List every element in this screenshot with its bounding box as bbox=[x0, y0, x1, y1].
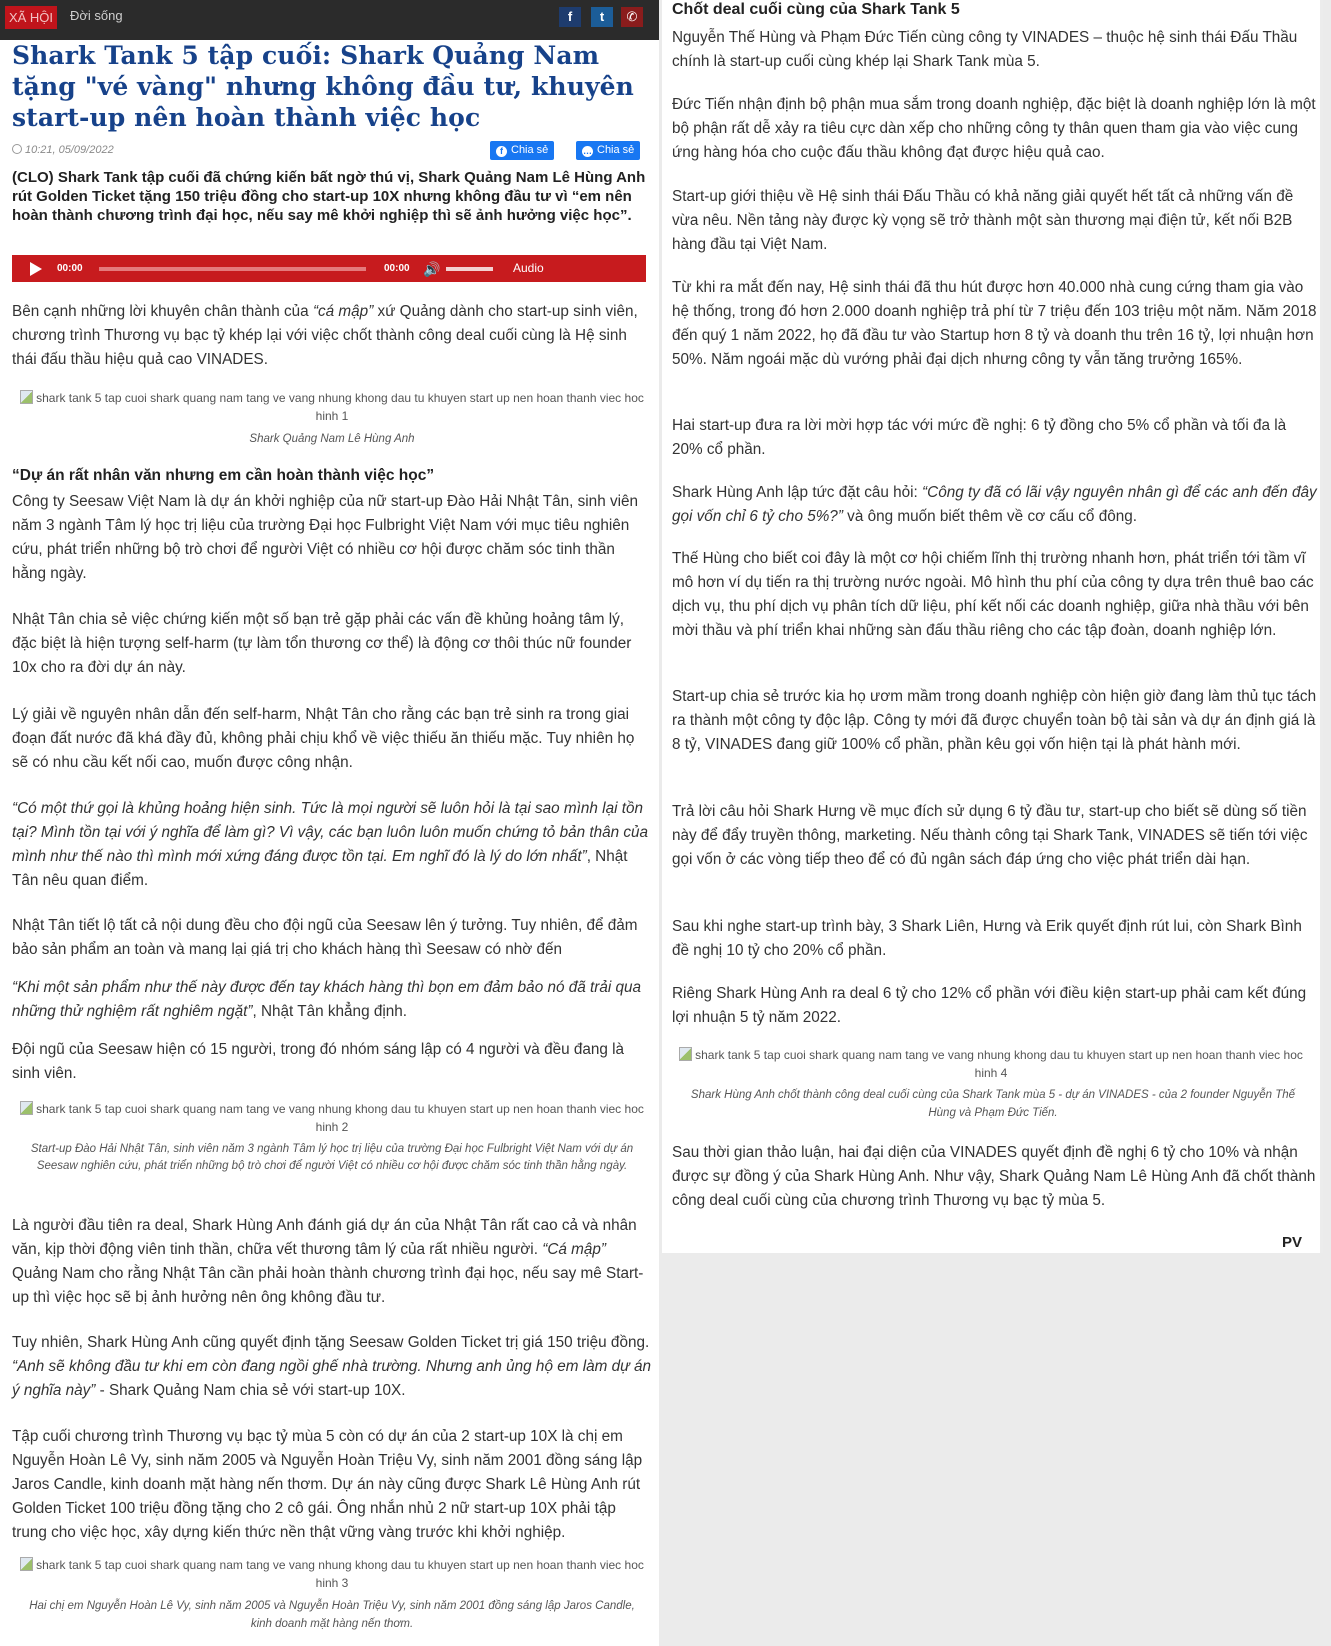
text: , Nhật Tân khẳng định. bbox=[252, 1003, 407, 1020]
chat-icon: … bbox=[583, 146, 592, 156]
image-caption-4: Shark Hùng Anh chốt thành công deal cuối cùng của Shark Tank mùa 5 - dự án VINADES - của 2 founder Nguyễn Thế Hùng và Phạm Đức Tiến. bbox=[690, 1089, 1296, 1119]
quote-text: “Khi một sản phẩm như thế này được đến tay khách hàng thì bọn em đảm bảo nó đã trải qua những thử nghiệm rất nghiêm ngặt” bbox=[12, 979, 642, 1020]
clock-icon bbox=[12, 144, 22, 154]
paragraph-r4: Từ khi ra mắt đến nay, Hệ sinh thái đã thu hút được hơn 40.000 nhà cung cứng tham gia vào hệ thống, trong đó hơn 2.000 doanh nghiệp trả phí từ 7 triệu đến 103 triệu một năm. Năm 2018 đến quý 1 năm 2022, họ đã đầu tư vào Startup hơn 8 tỷ và doanh thu trên 16 tỷ, lợi nhuận hơn 50%. Năm ngoái mặc dù vướng phải đại dịch nhưng công ty vẫn tăng trưởng 165%. bbox=[672, 279, 1317, 368]
image-alt-text: shark tank 5 tap cuoi shark quang nam tang ve vang nhung khong dau tu khuyen start up nen hoan thanh viec hoc hinh 3 bbox=[36, 1558, 644, 1590]
text: Là người đầu tiên ra deal, Shark Hùng Anh đánh giá dự án của Nhật Tân rất cao cả và nhân văn, kịp thời động viên tinh thần, chữa vết thương tâm lý của rất nhiều người. bbox=[12, 1217, 637, 1258]
quote-text: “Có một thứ gọi là khủng hoảng hiện sinh. Tức là mọi người sẽ luôn hỏi là tại sao mình lại tồn tại? Mình tồn tại với ý nghĩa để làm gì? Vì vậy, các bạn luôn luôn muốn chứng tỏ bản thân của mình như thế nào thì mình mới xứng đáng được tồn tại. Em nghĩ đó là lý do lớn nhất” bbox=[12, 800, 649, 865]
facebook-icon: f bbox=[496, 146, 507, 157]
article-image-1 bbox=[12, 389, 652, 425]
image-alt-text: shark tank 5 tap cuoi shark quang nam tang ve vang nhung khong dau tu khuyen start up nen hoan thanh viec hoc hinh 1 bbox=[36, 391, 644, 423]
text: và ông muốn biết thêm về cơ cấu cổ đông. bbox=[842, 508, 1137, 525]
paragraph-5 bbox=[12, 797, 652, 893]
paragraph-4: Lý giải về nguyên nhân dẫn đến self-harm, Nhật Tân cho rằng các bạn trẻ sinh ra trong giai đoạn đất nước đã khá đầy đủ, không phải chịu khổ về việc thiếu ăn thiếu mặc. Tuy nhiên họ sẽ có nhu cầu kết nối cao, muốn được công nhận. bbox=[12, 706, 635, 771]
article-column-right bbox=[662, 0, 1323, 1253]
paragraph-r9: Trả lời câu hỏi Shark Hưng về mục đích sử dụng 6 tỷ đầu tư, start-up cho biết sẽ dùng số tiền này để đẩy truyền thông, marketing. Nếu thành công tại Shark Tank, VINADES sẽ tiến tới việc gọi vốn ở các vòng tiếp theo để có đủ ngân sách đáp ứng cho việc phát triển dài hạn. bbox=[672, 803, 1308, 868]
category-link[interactable]: XÃ HỘI bbox=[5, 6, 57, 29]
datetime-text: 10:21, 05/09/2022 bbox=[25, 144, 114, 156]
paragraph-r7: Thế Hùng cho biết coi đây là một cơ hội chiếm lĩnh thị trường nhanh hơn, phát triển tới tầm vĩ mô hơn ví dụ tiến ra thị trường nước ngoài. Mô hình thu phí của công ty dựa trên thuê bao các dịch vụ, thu phí dịch vụ phân tích dữ liệu, phí kết nối các doanh nghiệp, giữa nhà thầu với bên mời thầu và phí triển khai những sàn đấu thầu riêng cho các tập đoàn, doanh nghiệp lớn. bbox=[672, 550, 1314, 639]
facebook-icon[interactable]: f bbox=[559, 7, 581, 27]
image-caption-1: Shark Quảng Nam Lê Hùng Anh bbox=[249, 433, 415, 445]
text: Shark Hùng Anh lập tức đặt câu hỏi: bbox=[672, 484, 923, 501]
image-alt-text: shark tank 5 tap cuoi shark quang nam tang ve vang nhung khong dau tu khuyen start up nen hoan thanh viec hoc hinh 2 bbox=[36, 1102, 644, 1134]
text: xứ Quảng dành cho start-up sinh viên, chương trình Thương vụ bạc tỷ khép lại với việc chốt thành công deal cuối cùng là Hệ sinh thái đấu thầu hiệu quả cao VINADES. bbox=[12, 303, 638, 368]
paragraph-7 bbox=[12, 976, 652, 1024]
paragraph-r10: Sau khi nghe start-up trình bày, 3 Shark Liên, Hưng và Erik quyết định rút lui, còn Shark Bình đề nghị 10 tỷ cho 20% cổ phần. bbox=[672, 918, 1302, 959]
paragraph-11: Tập cuối chương trình Thương vụ bạc tỷ mùa 5 còn có dự án của 2 start-up 10X là chị em Nguyễn Hoàn Lê Vy, sinh năm 2005 và Nguyễn Hoàn Triệu Vy, sinh năm 2001 đồng sáng lập Jaros Candle, kinh doanh mặt hàng nến thơm. Dự án này cũng được Shark Lê Hùng Anh rút Golden Ticket 100 triệu đồng tặng cho 2 cô gái. Ông nhắn nhủ 2 nữ start-up 10X phải tập trung cho việc học, xây dựng kiến thức nền thật vững vàng trước khi khởi nghiệp. bbox=[12, 1428, 643, 1541]
paragraph-r5: Hai start-up đưa ra lời mời hợp tác với mức đề nghị: 6 tỷ đồng cho 5% cổ phần và tối đa là 20% cổ phần. bbox=[672, 417, 1287, 458]
paragraph-9 bbox=[12, 1214, 652, 1310]
text: “Cá mập” bbox=[542, 1241, 606, 1258]
section-heading-2: Chốt deal cuối cùng của Shark Tank 5 bbox=[672, 1, 960, 18]
play-icon[interactable] bbox=[30, 262, 42, 276]
paragraph-r3: Start-up giới thiệu về Hệ sinh thái Đấu Thầu có khả năng giải quyết hết tất cả những vấn đề vừa nêu. Nền tảng này được kỳ vọng sẽ trở thành một sàn thương mại điện tử, kết nối B2B hàng đầu tại Việt Nam. bbox=[672, 188, 1294, 253]
paragraph-r8: Start-up chia sẻ trước kia họ ươm mầm trong doanh nghiệp còn hiện giờ đang làm thủ tục tách ra thành một công ty độc lập. Công ty mới đã được chuyển toàn bộ tài sản và dự án định giá là 8 tỷ, VINADES đang giữ 100% cổ phần, phần kêu gọi vốn hiện tại là phát hành mới. bbox=[672, 688, 1317, 753]
audio-current-time: 00:00 bbox=[57, 263, 83, 274]
article-image-2 bbox=[12, 1100, 652, 1136]
paragraph-10 bbox=[12, 1331, 652, 1403]
paragraph-r12: Sau thời gian thảo luận, hai đại diện của VINADES quyết định đề nghị 6 tỷ cho 10% và nhận được sự đồng ý của Shark Hùng Anh. Như vậy, Shark Quảng Nam Lê Hùng Anh đã chốt thành công deal cuối cùng của chương trình Thương vụ bạc tỷ mùa 5. bbox=[672, 1144, 1316, 1209]
image-caption-2: Start-up Đào Hải Nhật Tân, sinh viên năm 3 ngành Tâm lý học trị liệu của trường Đại học Fulbright Việt Nam với dự án Seesaw nghiên cứu, phát triển những bộ trò chơi để người Việt có nhiều cơ hội được chăm sóc tinh thần hằng ngày. bbox=[30, 1143, 634, 1172]
text: , Nhật Tân nêu quan điểm. bbox=[12, 848, 628, 889]
text: “cá mập” bbox=[312, 303, 374, 320]
paragraph-r11: Riêng Shark Hùng Anh ra deal 6 tỷ cho 12% cổ phần với điều kiện start-up phải cam kết đúng lợi nhuận 5 tỷ năm 2022. bbox=[672, 985, 1307, 1026]
author-byline: PV bbox=[1281, 1234, 1302, 1251]
article-datetime bbox=[12, 144, 114, 156]
section-heading-1: “Dự án rất nhân văn nhưng em cần hoàn thành việc học” bbox=[12, 467, 435, 484]
text: Bên cạnh những lời khuyên chân thành của bbox=[12, 303, 313, 320]
article-title: Shark Tank 5 tập cuối: Shark Quảng Nam tặng "vé vàng" nhưng không đầu tư, khuyên start-up nên hoàn thành việc học bbox=[12, 41, 634, 132]
broken-image-icon bbox=[20, 390, 33, 404]
top-bar bbox=[0, 0, 659, 40]
article-sapo: (CLO) Shark Tank tập cuối đã chứng kiến bất ngờ thú vị, Shark Quảng Nam Lê Hùng Anh rút Golden Ticket tặng 150 triệu đồng cho start-up 10X nhưng không đầu tư vì “em nên hoàn thành chương trình đại học, nếu say mê khởi nghiệp thì sẽ ảnh hưởng việc học”. bbox=[12, 169, 646, 224]
paragraph-2: Công ty Seesaw Việt Nam là dự án khởi nghiệp của nữ start-up Đào Hải Nhật Tân, sinh viên năm 3 ngành Tâm lý học trị liệu của trường Đại học Fulbright Việt Nam với mục tiêu nghiên cứu, phát triển những bộ trò chơi để người Việt có nhiều cơ hội được chăm sóc tinh thần hằng ngày. bbox=[12, 493, 639, 582]
text: Quảng Nam cho rằng Nhật Tân cần phải hoàn thành chương trình đại học, nếu say mê Start-up thì việc học sẽ bị ảnh hưởng nên ông không đầu tư. bbox=[12, 1265, 644, 1306]
broken-image-icon bbox=[679, 1047, 692, 1061]
paragraph-r6 bbox=[672, 481, 1318, 529]
phone-icon[interactable]: ✆ bbox=[621, 7, 643, 27]
audio-duration: 00:00 bbox=[384, 263, 410, 274]
zalo-share-button[interactable] bbox=[576, 141, 640, 160]
paragraph-1 bbox=[12, 300, 652, 372]
audio-player bbox=[12, 255, 646, 282]
paragraph-3: Nhật Tân chia sẻ việc chứng kiến một số bạn trẻ gặp phải các vấn đề khủng hoảng tâm lý, đặc biệt là hiện tượng self-harm (tự làm tổn thương cơ thể) là động cơ thôi thúc nữ founder 10x cho ra đời dự án này. bbox=[12, 611, 632, 676]
article-column-left bbox=[0, 0, 659, 1646]
facebook-share-button[interactable] bbox=[490, 141, 554, 160]
quote-text: “Công ty đã có lãi vậy nguyên nhân gì để các anh đến đây gọi vốn chỉ 6 tỷ cho 5%?” bbox=[672, 484, 1317, 525]
paragraph-r2: Đức Tiến nhận định bộ phận mua sắm trong doanh nghiệp, đặc biệt là doanh nghiệp lớn là một bộ phận rất dễ xảy ra tiêu cực dàn xếp cho những công ty thân quen tham gia vào việc cung ứng hàng hóa cho cuộc đấu thầu không đạt được hiệu quả cao. bbox=[672, 96, 1316, 161]
paragraph-6: Nhật Tân tiết lộ tất cả nội dung đều cho đội ngũ của Seesaw lên ý tưởng. Tuy nhiên, để đảm bảo sản phẩm an toàn và mang lại giá trị cho khách hàng thì Seesaw có nhờ đến bbox=[12, 917, 638, 956]
volume-icon[interactable]: 🔊 bbox=[423, 261, 441, 277]
image-alt-text: shark tank 5 tap cuoi shark quang nam tang ve vang nhung khong dau tu khuyen start up nen hoan thanh viec hoc hinh 4 bbox=[695, 1048, 1303, 1080]
article-image-3 bbox=[12, 1556, 652, 1592]
share-label: Chia sẻ bbox=[511, 144, 549, 156]
text: - Shark Quảng Nam chia sẻ với start-up 10X. bbox=[95, 1382, 406, 1399]
quote-text: “Anh sẽ không đầu tư khi em còn đang ngồi ghế nhà trường. Nhưng anh ủng hộ em làm dự án ý nghĩa này” bbox=[12, 1358, 652, 1399]
audio-label: Audio bbox=[513, 261, 544, 275]
image-caption-3: Hai chị em Nguyễn Hoàn Lê Vy, sinh năm 2005 và Nguyễn Hoàn Triệu Vy, sinh năm 2001 đồng sáng lập Jaros Candle, kinh doanh mặt hàng nến thơm. bbox=[29, 1600, 635, 1630]
audio-progress-track[interactable] bbox=[99, 267, 366, 271]
broken-image-icon bbox=[20, 1101, 33, 1115]
broken-image-icon bbox=[20, 1557, 33, 1571]
share-label: Chia sẻ bbox=[597, 144, 635, 156]
subcategory-link[interactable]: Đời sống bbox=[70, 8, 123, 23]
article-image-4 bbox=[672, 1046, 1310, 1082]
text: Tuy nhiên, Shark Hùng Anh cũng quyết định tặng Seesaw Golden Ticket trị giá 150 triệu đồng. bbox=[12, 1334, 650, 1351]
volume-slider[interactable] bbox=[446, 267, 493, 271]
paragraph-8: Đội ngũ của Seesaw hiện có 15 người, trong đó nhóm sáng lập có 4 người và đều đang là sinh viên. bbox=[12, 1041, 625, 1082]
twitter-icon[interactable]: t bbox=[591, 7, 613, 27]
paragraph-r1: Nguyễn Thế Hùng và Phạm Đức Tiến cùng công ty VINADES – thuộc hệ sinh thái Đấu Thầu chính là start-up cuối cùng khép lại Shark Tank mùa 5. bbox=[672, 29, 1298, 70]
